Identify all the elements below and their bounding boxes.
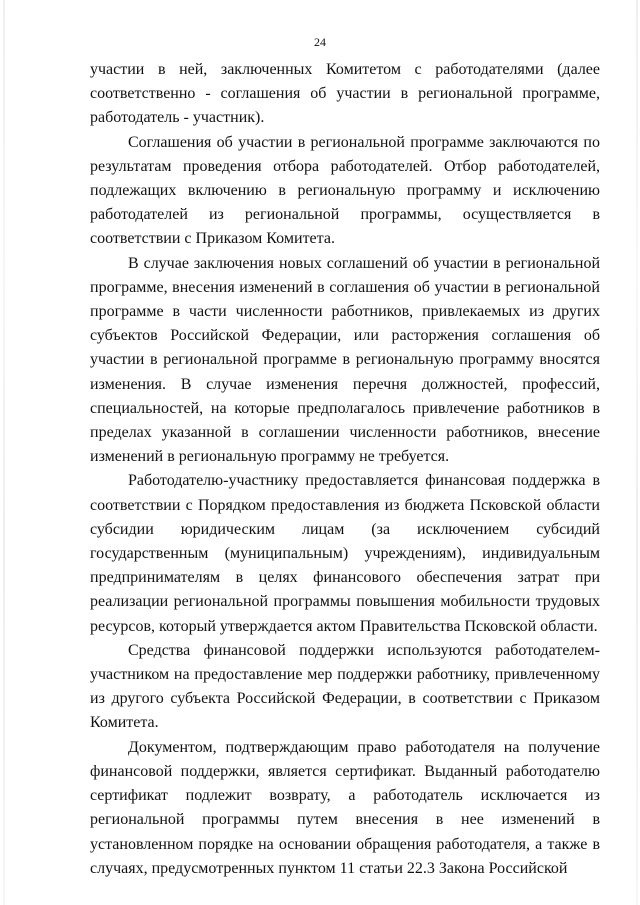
scan-edge-left (3, 0, 5, 905)
paragraph-funds-usage: Средства финансовой поддержки используются работодателем-участником на предоставление мер поддержки работнику, привлеченному из другого субъекта Российской Федерации, в соответствии с Приказом Комитета. (90, 641, 600, 732)
paragraph-continuation: участии в ней, заключенных Комитетом с работодателями (далее соответственно - соглашения об участии в региональной программе, работодатель - участник). (90, 61, 600, 127)
paragraph-financial-support: Работодателю-участнику предоставляется финансовая поддержка в соответствии с Порядком предоставления из бюджета Псковской области субсидии юридическим лицам (за исключением субсидий государственным (муниципальным) учреждениям), индивидуальным предпринимателям в целях финансового обеспечения затрат при реализации региональной программы повышения мобильности трудовых ресурсов, который утверждается актом Правительства Псковской области. (90, 472, 600, 635)
paragraph-agreements: Соглашения об участии в региональной программе заключаются по результатам проведения отбора работодателей. Отбор работодателей, подлежащих включению в региональную программу и исключению работодателей из региональной программы, осуществляется в соответствии с Приказом Комитета. (90, 133, 600, 248)
paragraph-certificate: Документом, подтверждающим право работодателя на получение финансовой поддержки, является сертификат. Выданный работодателю сертификат подлежит возврату, а работодатель исключается из региональной программы путем внесения в нее изменений в установленном порядке на основании обращения работодателя, а также в случаях, предусмотренных пунктом 11 статьи 22.3 Закона Российской (90, 738, 600, 877)
document-body (90, 58, 600, 881)
scan-edge-right (636, 0, 638, 905)
paragraph-amendments: В случае заключения новых соглашений об участии в региональной программе, внесения изменений в соглашения об участии в региональной программе в части численности работников, привлекаемых из других субъектов Российской Федерации, или расторжения соглашения об участии в региональной программе в региональную программу вносятся изменения. В случае изменения перечня должностей, профессий, специальностей, на которые предполагалось привлечение работников в пределах указанной в соглашении численности работников, внесение изменений в региональную программу не требуется. (90, 254, 600, 466)
page-number: 24 (314, 35, 326, 49)
